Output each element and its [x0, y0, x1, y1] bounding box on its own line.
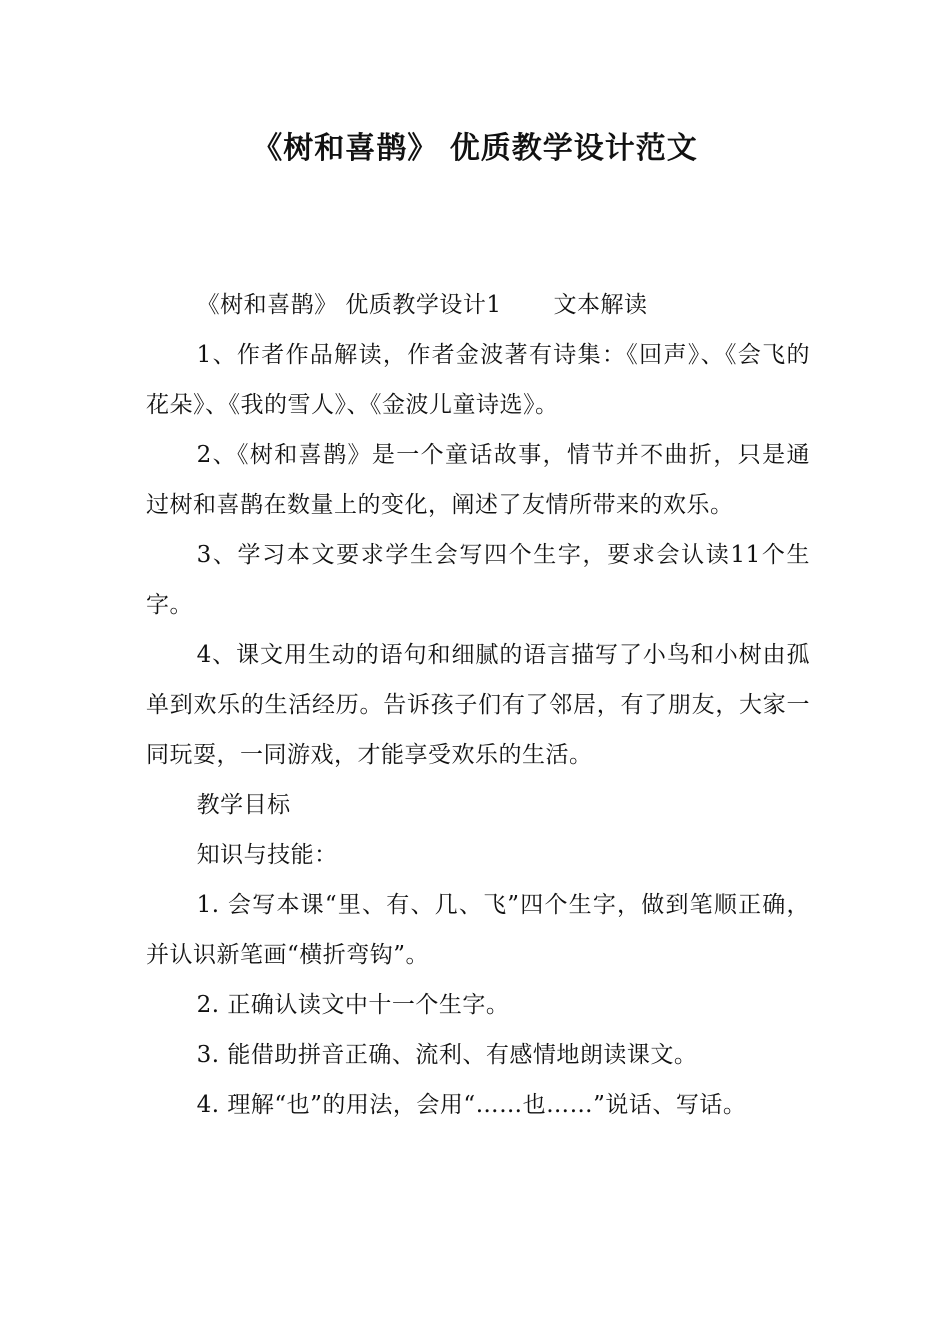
- paragraph-2: 2、《树和喜鹊》是一个童话故事，情节并不曲折，只是通过树和喜鹊在数量上的变化，阐述了友情所带来的欢乐。: [146, 442, 810, 518]
- goal-2: 2. 正确认读文中十一个生字。: [196, 992, 510, 1018]
- section-heading: 《树和喜鹊》 优质教学设计1: [196, 292, 502, 318]
- goal-1: 1. 会写本课“里、有、几、飞”四个生字，做到笔顺正确，并认识新笔画“横折弯钩”。: [146, 892, 810, 968]
- goals-heading: 教学目标: [196, 792, 291, 818]
- section-heading-line: [146, 280, 810, 330]
- paragraph-1: 1、作者作品解读，作者金波著有诗集：《回声》、《会飞的花朵》、《我的雪人》、《金波儿童诗选》。: [146, 342, 810, 418]
- paragraph-4: 4、课文用生动的语句和细腻的语言描写了小鸟和小树由孤单到欢乐的生活经历。告诉孩子们有了邻居，有了朋友，大家一同玩耍，一同游戏，才能享受欢乐的生活。: [146, 642, 810, 768]
- goal-4: 4. 理解“也”的用法，会用“……也……”说话、写话。: [196, 1092, 747, 1118]
- document-title: 《树和喜鹊》 优质教学设计范文: [252, 131, 698, 166]
- section-subheading: 文本解读: [553, 292, 648, 318]
- paragraph-3: 3、学习本文要求学生会写四个生字，要求会认读11个生字。: [146, 542, 810, 618]
- goal-3: 3. 能借助拼音正确、流利、有感情地朗读课文。: [196, 1042, 698, 1068]
- document-body: [146, 280, 810, 1130]
- skills-heading: 知识与技能：: [196, 842, 338, 868]
